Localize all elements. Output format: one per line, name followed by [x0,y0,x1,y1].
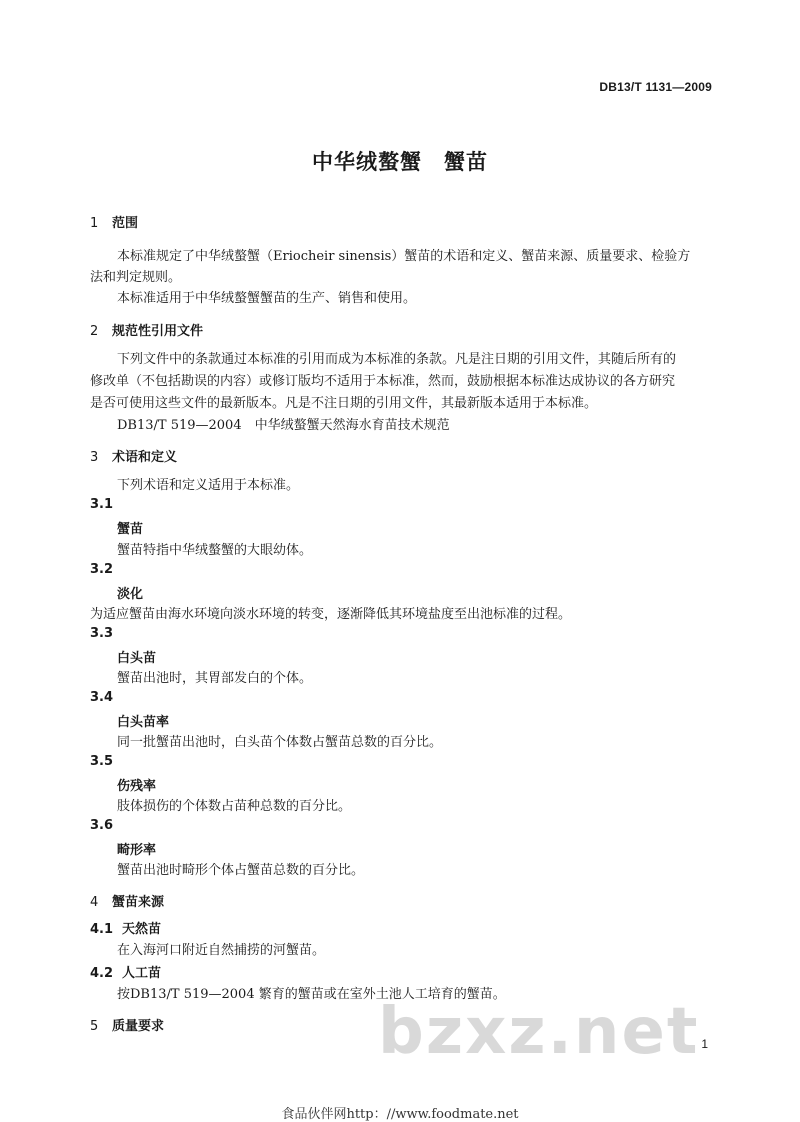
subsection-title: 人工苗 [122,966,162,981]
term-3-1-definition: 蟹苗特指中华绒螯蟹的大眼幼体。 [117,543,313,558]
document-code: DB13/T 1131—2009 [599,80,712,94]
term-3-5-name: 伤残率 [117,779,157,794]
subsection-number: 4.1 [90,922,114,937]
section-1-paragraph-2: 本标准适用于中华绒螯蟹蟹苗的生产、销售和使用。 [117,291,417,306]
section-number: 3 [90,450,99,465]
section-4-heading [90,891,164,910]
term-3-2-number: 3.2 [90,562,114,577]
section-3-heading [90,446,177,465]
term-3-5-definition: 肢体损伤的个体数占苗种总数的百分比。 [117,799,352,814]
document-title: 中华绒螯蟹 蟹苗 [312,150,488,174]
subsection-title: 天然苗 [122,922,162,937]
subsection-4-1-text: 在入海河口附近自然捕捞的河蟹苗。 [117,943,326,958]
section-1-paragraph-1b: 法和判定规则。 [90,270,182,285]
term-3-1-name: 蟹苗 [117,522,144,537]
term-3-3-definition: 蟹苗出池时，其胃部发白的个体。 [117,671,313,686]
term-3-3-name: 白头苗 [117,651,157,666]
section-5-heading [90,1015,164,1034]
section-title: 质量要求 [112,1019,165,1034]
section-1-heading [90,212,138,231]
section-title: 蟹苗来源 [112,895,165,910]
term-3-6-number: 3.6 [90,818,114,833]
section-2-reference: DB13/T 519—2004 中华绒螯蟹天然海水育苗技术规范 [117,418,450,433]
term-3-6-definition: 蟹苗出池时畸形个体占蟹苗总数的百分比。 [117,863,365,878]
section-2-line-3: 是否可使用这些文件的最新版本。凡是不注日期的引用文件，其最新版本适用于本标准。 [90,396,598,411]
subsection-4-1-heading [90,918,161,937]
section-number: 5 [90,1019,99,1034]
section-title: 术语和定义 [112,450,178,465]
term-3-1-number: 3.1 [90,497,114,512]
subsection-number: 4.2 [90,966,114,981]
section-3-intro: 下列术语和定义适用于本标准。 [117,478,300,493]
term-3-3-number: 3.3 [90,626,114,641]
term-3-5-number: 3.5 [90,754,114,769]
page-number: 1 [701,1037,708,1051]
term-3-4-definition: 同一批蟹苗出池时，白头苗个体数占蟹苗总数的百分比。 [117,735,443,750]
section-2-line-2: 修改单（不包括勘误的内容）或修订版均不适用于本标准，然而，鼓励根据本标准达成协议的各方研究 [90,374,676,389]
term-3-4-number: 3.4 [90,690,114,705]
footer-source: 食品伙伴网http：//www.foodmate.net [281,1107,519,1122]
watermark: bzxz.net [378,995,700,1069]
term-3-2-name: 淡化 [117,587,144,602]
section-number: 4 [90,895,99,910]
term-3-6-name: 畸形率 [117,843,157,858]
section-number: 1 [90,216,99,231]
section-title: 规范性引用文件 [112,324,204,339]
term-3-4-name: 白头苗率 [117,715,170,730]
section-number: 2 [90,324,99,339]
subsection-4-2-heading [90,962,161,981]
section-1-paragraph-1a: 本标准规定了中华绒螯蟹（Eriocheir sinensis）蟹苗的术语和定义、蟹苗来源、质量要求、检验方 [117,249,691,264]
subsection-4-2-text: 按DB13/T 519—2004 繁育的蟹苗或在室外土池人工培育的蟹苗。 [117,987,506,1002]
section-title: 范围 [112,216,139,231]
section-2-heading [90,320,203,339]
term-3-2-definition: 为适应蟹苗由海水环境向淡水环境的转变，逐渐降低其环境盐度至出池标准的过程。 [90,607,572,622]
section-2-line-1: 下列文件中的条款通过本标准的引用而成为本标准的条款。凡是注日期的引用文件，其随后所有的 [117,352,677,367]
